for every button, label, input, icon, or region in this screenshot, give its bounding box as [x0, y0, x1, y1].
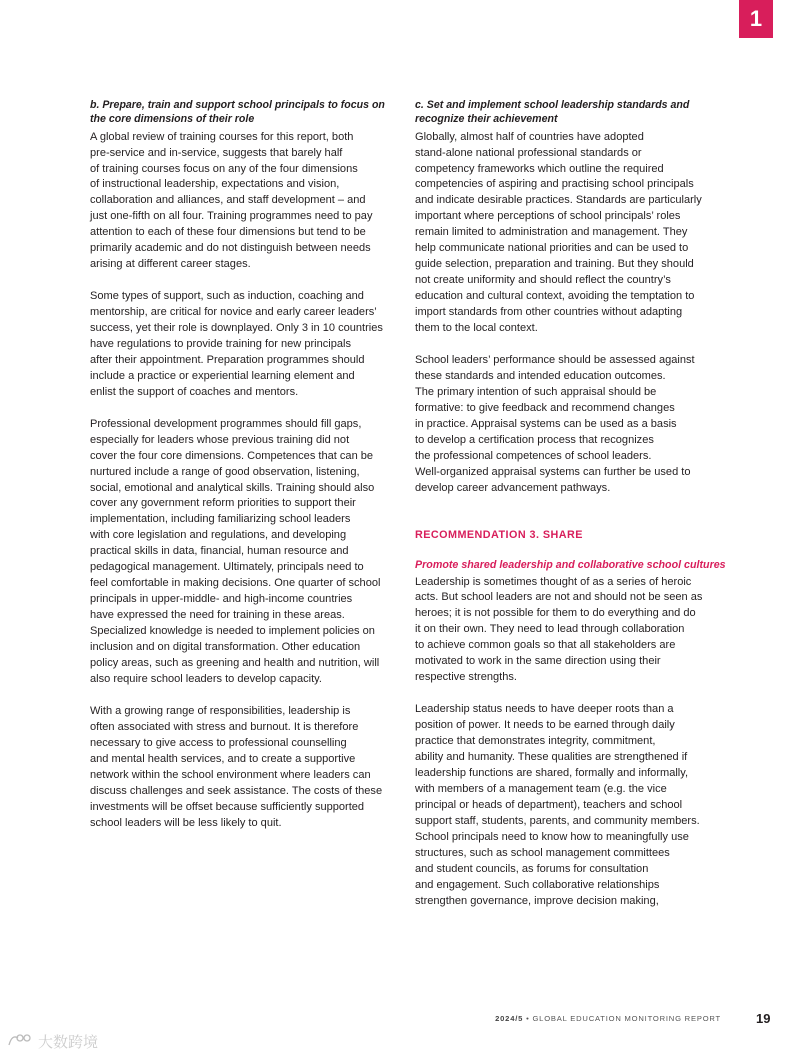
- watermark-text: 大数跨境: [38, 1033, 99, 1051]
- footer-year: 2024/5: [495, 1014, 524, 1023]
- paragraph: Leadership is sometimes thought of as a series of heroic acts. But school leaders are not and should not be seen as heroes; it is not possible for them to do everything and do it on their own. They need to lead through collaboration to achieve common goals so that all stakeholders are motivated to work in the same direction using their respective strengths.: [415, 575, 703, 684]
- paragraph: Some types of support, such as induction, coaching and mentorship, are critical for novice and early career leaders’ success, yet their role is downplayed. Only 3 in 10 countries have regulations to provide training for new principals after their appointment. Preparation programmes should include a practice or experiential learning element and enlist the support of coaches and mentors.: [90, 290, 383, 398]
- watermark-mark-icon: [9, 1035, 30, 1045]
- recommendation-heading: RECOMMENDATION 3. SHARE: [415, 528, 583, 541]
- left-column: [90, 99, 400, 831]
- recommendation-subheading: Promote shared leadership and collaborative school cultures: [415, 558, 726, 571]
- paragraph: Leadership status needs to have deeper roots than a position of power. It needs to be earned through daily practice that demonstrates integrity, commitment, ability and humanity. These qualities are strengthened if leadership functions are shared, formally and informally, with members of a management team (e.g. the vice principal or heads of department), teachers and school support staff, students, parents, and community members. School principals need to know how to meaningfully use structures, such as school management committees and student councils, as forums for consultation and engagement. Such collaborative relationships strengthen governance, improve decision making,: [415, 703, 700, 907]
- paragraph: With a growing range of responsibilities, leadership is often associated with stress and burnout. It is therefore necessary to give access to professional counselling and mental health services, and to create a supportive network within the school environment where leaders can discuss challenges and seek assistance. The costs of these investments will be offset because sufficiently supported school leaders will be less likely to quit.: [90, 704, 383, 829]
- watermark-logo: [6, 1030, 110, 1052]
- paragraph: A global review of training courses for this report, both pre-service and in-service, suggests that barely half of training courses focus on any of the four dimensions of instructional leadership, expectations and vision, collaboration and alliances, and staff development – and just one-fifth on all four. Training programmes need to pay attention to each of these four dimensions but tend to be primarily academic and do not distinguish between needs arising at different career stages.: [90, 130, 373, 271]
- paragraph: School leaders’ performance should be assessed against these standards and intended education outcomes. The primary intention of such appraisal should be formative: to give feedback and recommend changes in practice. Appraisal systems can be used as a basis to develop a certification process that recognizes the professional competences of school leaders. Well-organized appraisal systems can further be used to develop career advancement pathways.: [415, 353, 695, 494]
- paragraph: Globally, almost half of countries have adopted stand-alone national professional standards or competency frameworks which outline the required competencies of aspiring and practising school principals and indicate desirable practices. Standards are particularly important where perceptions of school principals’ roles remain limited to administration and management. They help communicate national priorities and can be used to guide selection, preparation and training. But they should not create uniformity and should reflect the country’s education and cultural context, avoiding the temptation to import standards from other countries without adapting them to the local context.: [415, 130, 702, 335]
- section-b-heading: b. Prepare, train and support school principals to focus on the core dimensions of their role: [90, 99, 385, 125]
- footer-separator: •: [526, 1014, 530, 1023]
- page-number: 19: [756, 1011, 771, 1026]
- chapter-number-tab: 1: [739, 0, 773, 38]
- right-column: [415, 99, 725, 910]
- running-footer: [495, 1014, 721, 1023]
- footer-report-title: GLOBAL EDUCATION MONITORING REPORT: [532, 1014, 721, 1023]
- section-c-heading: c. Set and implement school leadership standards and recognize their achievement: [415, 99, 690, 125]
- paragraph: Professional development programmes should fill gaps, especially for leaders whose previous training did not cover the four core dimensions. Competences that can be nurtured include a range of good observation, listening, social, emotional and analytical skills. Training should also cover any government reform priorities to support their implementation, including familiarizing school leaders with core legislation and regulations, and developing practical skills in data, financial, human resource and pedagogical management. Ultimately, principals need to feel comfortable in making decisions. One quarter of school principals in upper-middle- and high-income countries have expressed the need for training in these areas. Specialized knowledge is needed to implement policies on inclusion and on digital transformation. Other education policy areas, such as greening and health and nutrition, will also require school leaders to develop capacity.: [90, 417, 381, 685]
